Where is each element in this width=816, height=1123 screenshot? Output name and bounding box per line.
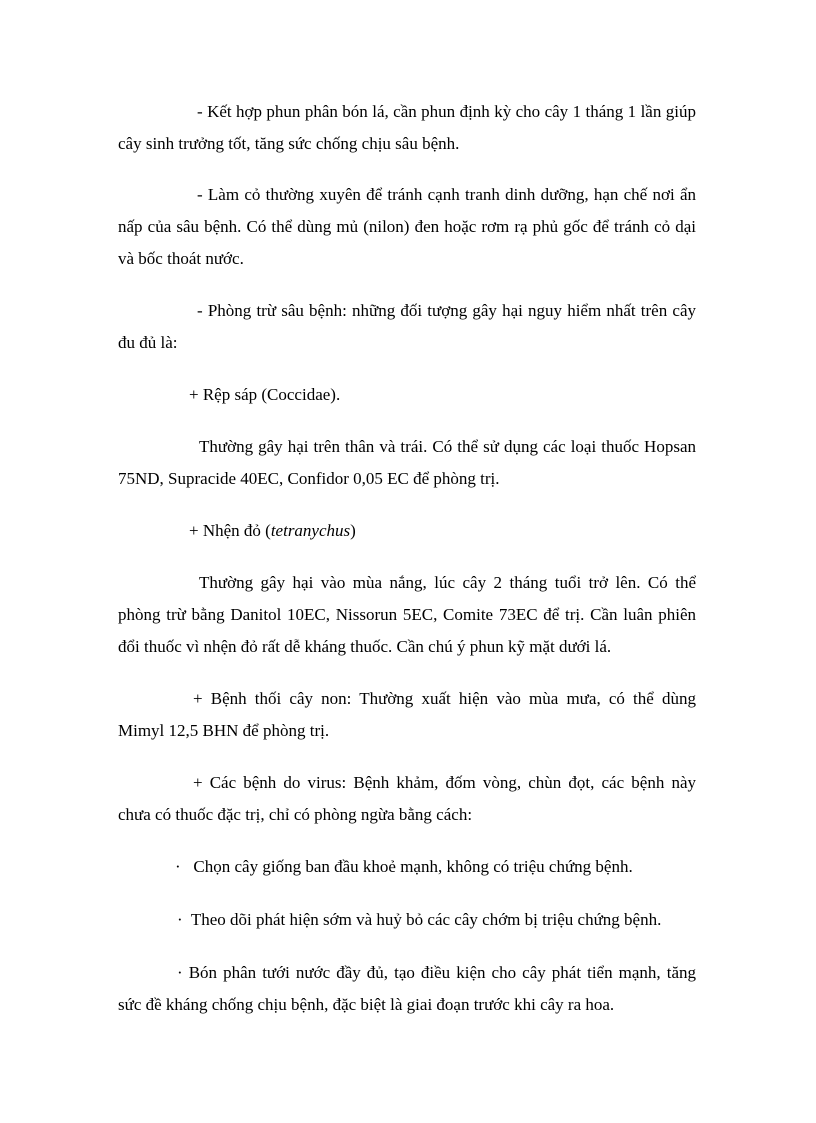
bullet-item-1: · Chọn cây giống ban đầu khoẻ mạnh, không có triệu chứng bệnh. bbox=[175, 857, 633, 876]
paragraph-7-line-3: đổi thuốc vì nhện đỏ rất dễ kháng thuốc. Cần chú ý phun kỹ mặt dưới lá. bbox=[118, 637, 612, 656]
paragraph-9-line-2: chưa có thuốc đặc trị, chỉ có phòng ngừa bằng cách: bbox=[118, 805, 473, 824]
paragraph-5-line-2: 75ND, Supracide 40EC, Confidor 0,05 EC để phòng trị. bbox=[118, 469, 500, 488]
paragraph-3-line-2: đu đủ là: bbox=[118, 333, 178, 352]
paragraph-1-line-2: cây sinh trưởng tốt, tăng sức chống chịu sâu bệnh. bbox=[118, 134, 460, 153]
bullet-item-3-line-1: · Bón phân tưới nước đầy đủ, tạo điều kiện cho cây phát tiển mạnh, tăng bbox=[177, 963, 696, 982]
paragraph-2-line-1: - Làm cỏ thường xuyên để tránh cạnh tranh dinh dưỡng, hạn chế nơi ẩn bbox=[197, 185, 696, 204]
bullet-item-3-line-2: sức đề kháng chống chịu bệnh, đặc biệt là giai đoạn trước khi cây ra hoa. bbox=[118, 995, 615, 1014]
paragraph-8-line-2: Mimyl 12,5 BHN để phòng trị. bbox=[118, 721, 330, 740]
paragraph-6-prefix: + Nhện đỏ ( bbox=[189, 521, 271, 540]
paragraph-4-line-1: + Rệp sáp (Coccidae). bbox=[189, 385, 341, 404]
paragraph-6-line-1 bbox=[189, 519, 696, 543]
paragraph-5-line-1: Thường gây hại trên thân và trái. Có thể sử dụng các loại thuốc Hopsan bbox=[199, 437, 696, 456]
paragraph-7-line-2: phòng trừ bằng Danitol 10EC, Nissorun 5EC, Comite 73EC để trị. Cần luân phiên bbox=[118, 605, 696, 624]
paragraph-6-italic-term: tetranychus bbox=[270, 521, 351, 540]
paragraph-7-line-1: Thường gây hại vào mùa nắng, lúc cây 2 tháng tuổi trở lên. Có thể bbox=[199, 573, 696, 592]
paragraph-6-suffix: ) bbox=[350, 521, 356, 540]
paragraph-2-line-2: nấp của sâu bệnh. Có thể dùng mủ (nilon) đen hoặc rơm rạ phủ gốc để tránh cỏ dại bbox=[118, 217, 696, 236]
paragraph-9-line-1: + Các bệnh do virus: Bệnh khảm, đốm vòng, chùn đọt, các bệnh này bbox=[193, 773, 696, 792]
paragraph-3-line-1: - Phòng trừ sâu bệnh: những đối tượng gây hại nguy hiểm nhất trên cây bbox=[197, 301, 696, 320]
paragraph-1-line-1: - Kết hợp phun phân bón lá, cần phun định kỳ cho cây 1 tháng 1 lần giúp bbox=[197, 102, 696, 121]
paragraph-2-line-3: và bốc thoát nước. bbox=[118, 249, 244, 268]
bullet-item-2: · Theo dõi phát hiện sớm và huỷ bỏ các cây chớm bị triệu chứng bệnh. bbox=[177, 910, 662, 929]
paragraph-8-line-1: + Bệnh thối cây non: Thường xuất hiện vào mùa mưa, có thể dùng bbox=[193, 689, 696, 708]
